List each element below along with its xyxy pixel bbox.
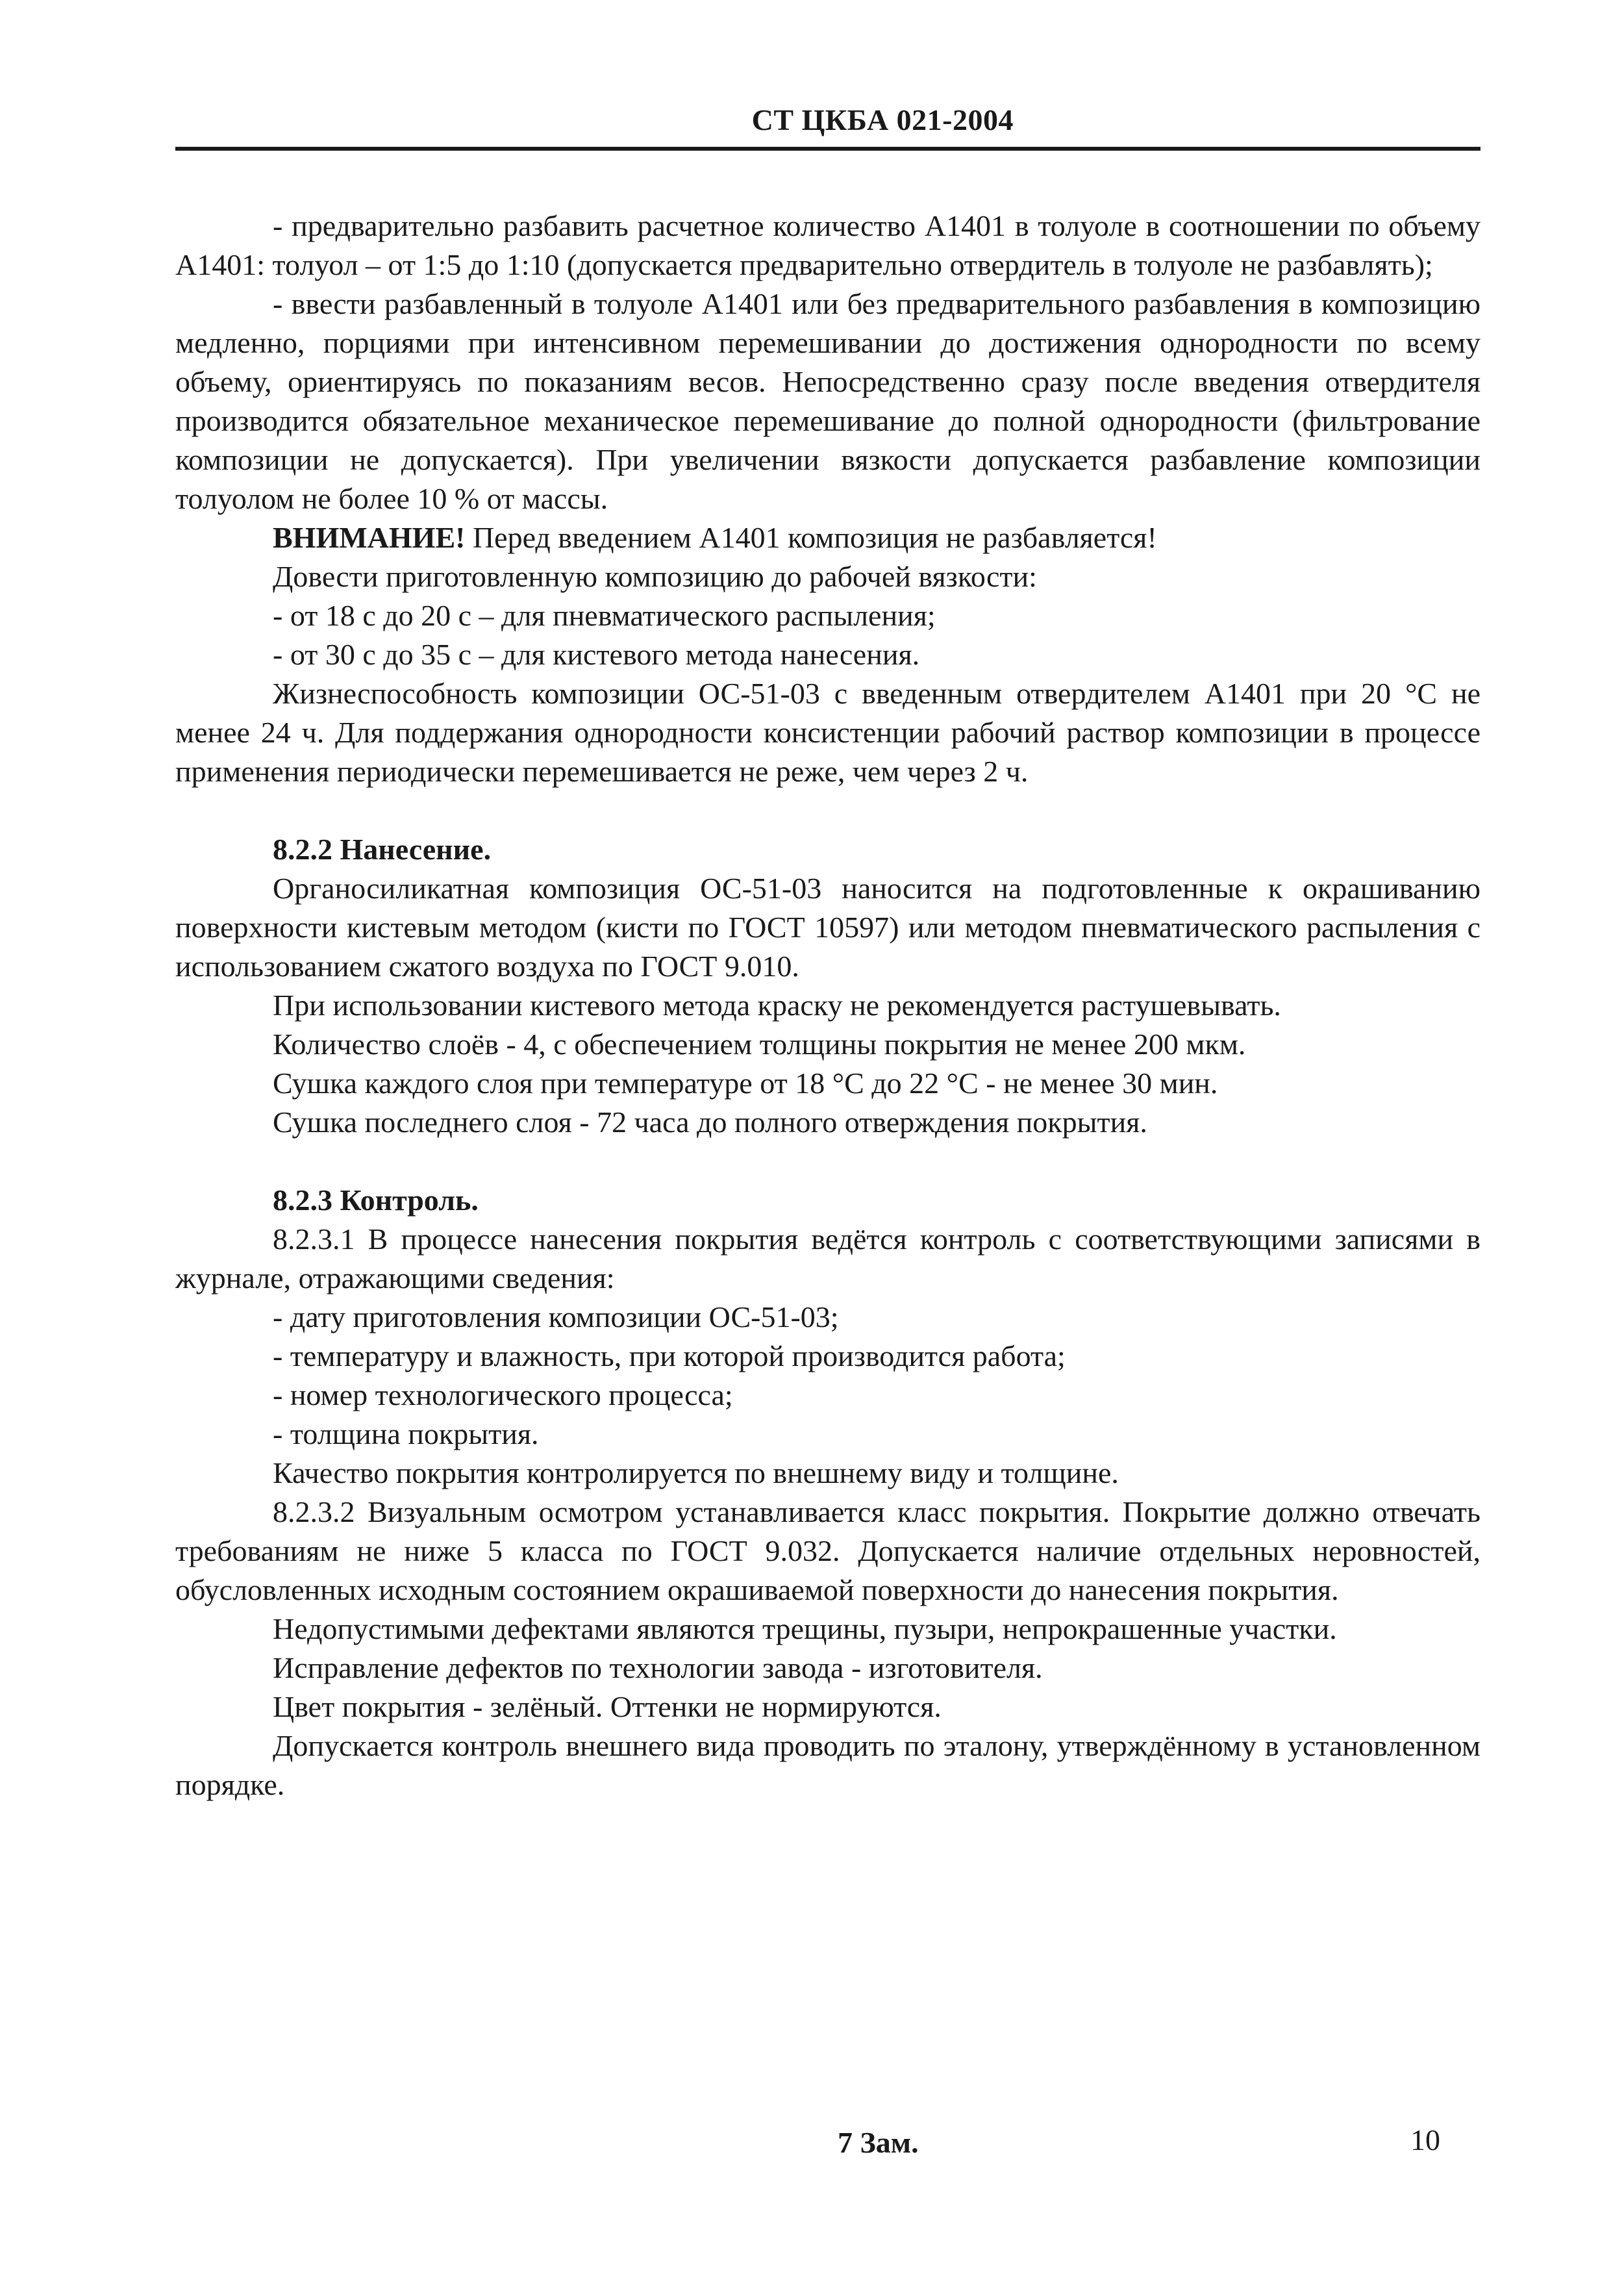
paragraph: Недопустимыми дефектами являются трещины, пузыри, непрокрашенные участки. bbox=[273, 1612, 1337, 1645]
paragraph: Органосиликатная композиция ОС-51-03 наносится на подготовленные к окрашиванию поверхности кистевым методом (кисти по ГОСТ 10597) или методом пневматического распыления с использованием сжатого воздуха по ГОСТ 9.010. bbox=[175, 872, 1480, 983]
paragraph: 8.2.3.1 В процессе нанесения покрытия ведётся контроль с соответствующими записями в журнале, отражающими сведения: bbox=[175, 1222, 1480, 1295]
document-code: СТ ЦКБА 021-2004 bbox=[751, 103, 1014, 136]
paragraph: Качество покрытия контролируется по внешнему виду и толщине. bbox=[273, 1456, 1119, 1489]
list-item: - от 18 с до 20 с – для пневматического распыления; bbox=[273, 599, 936, 632]
paragraph: Исправление дефектов по технологии завода - изготовителя. bbox=[273, 1651, 1043, 1684]
warning-line bbox=[175, 518, 1480, 557]
list-item: - температуру и влажность, при которой производится работа; bbox=[273, 1339, 1066, 1372]
paragraph: Количество слоёв - 4, с обеспечением толщины покрытия не менее 200 мкм. bbox=[273, 1028, 1246, 1061]
section-heading: 8.2.3 Контроль. bbox=[273, 1183, 479, 1217]
paragraph: Довести приготовленную композицию до рабочей вязкости: bbox=[273, 560, 1037, 593]
paragraph: 8.2.3.2 Визуальным осмотром устанавливается класс покрытия. Покрытие должно отвечать требованиям не ниже 5 класса по ГОСТ 9.032. Допускается наличие отдельных неровностей, обусловленных исходным состоянием окрашиваемой поверхности до нанесения покрытия. bbox=[175, 1495, 1480, 1606]
paragraph: Жизнеспособность композиции ОС-51-03 с введенным отвердителем А1401 при 20 °С не менее 24 ч. Для поддержания однородности консистенции рабочий раствор композиции в процессе применения периодически перемешивается не реже, чем через 2 ч. bbox=[175, 677, 1480, 788]
spacer bbox=[175, 791, 1480, 830]
spacer bbox=[175, 1142, 1480, 1181]
paragraph: Сушка каждого слоя при температуре от 18 °С до 22 °С - не менее 30 мин. bbox=[273, 1067, 1218, 1100]
paragraph: - предварительно разбавить расчетное количество А1401 в толуоле в соотношении по объему А1401: толуол – от 1:5 до 1:10 (допускается предварительно отвердитель в толуоле не разбавлять); bbox=[175, 209, 1480, 281]
document-body bbox=[175, 207, 1480, 1804]
paragraph: Допускается контроль внешнего вида проводить по эталону, утверждённому в установленном порядке. bbox=[175, 1729, 1480, 1801]
paragraph: - ввести разбавленный в толуоле А1401 или без предварительного разбавления в композицию медленно, порциями при интенсивном перемешивании до достижения однородности по всему объему, ориентируясь по показаниям весов. Непосредственно сразу после введения отвердителя производится обязательное механическое перемешивание до полной однородности (фильтрование композиции не допускается). При увеличении вязкости допускается разбавление композиции толуолом не более 10 % от массы. bbox=[175, 287, 1480, 515]
header-rule bbox=[175, 147, 1480, 151]
paragraph: Цвет покрытия - зелёный. Оттенки не нормируются. bbox=[273, 1690, 942, 1723]
list-item: - номер технологического процесса; bbox=[273, 1378, 733, 1411]
list-item: - от 30 с до 35 с – для кистевого метода нанесения. bbox=[273, 638, 920, 671]
list-item: - толщина покрытия. bbox=[273, 1417, 539, 1450]
paragraph: Сушка последнего слоя - 72 часа до полного отверждения покрытия. bbox=[273, 1106, 1147, 1139]
warning-text: Перед введением А1401 композиция не разбавляется! bbox=[465, 521, 1157, 554]
warning-label: ВНИМАНИЕ! bbox=[273, 521, 466, 554]
paragraph: При использовании кистевого метода краску не рекомендуется растушевывать. bbox=[273, 989, 1281, 1022]
section-heading: 8.2.2 Нанесение. bbox=[273, 833, 492, 866]
list-item: - дату приготовления композиции ОС-51-03; bbox=[273, 1300, 839, 1333]
page-number: 10 bbox=[1410, 2123, 1440, 2156]
revision-note: 7 Зам. bbox=[838, 2126, 919, 2159]
